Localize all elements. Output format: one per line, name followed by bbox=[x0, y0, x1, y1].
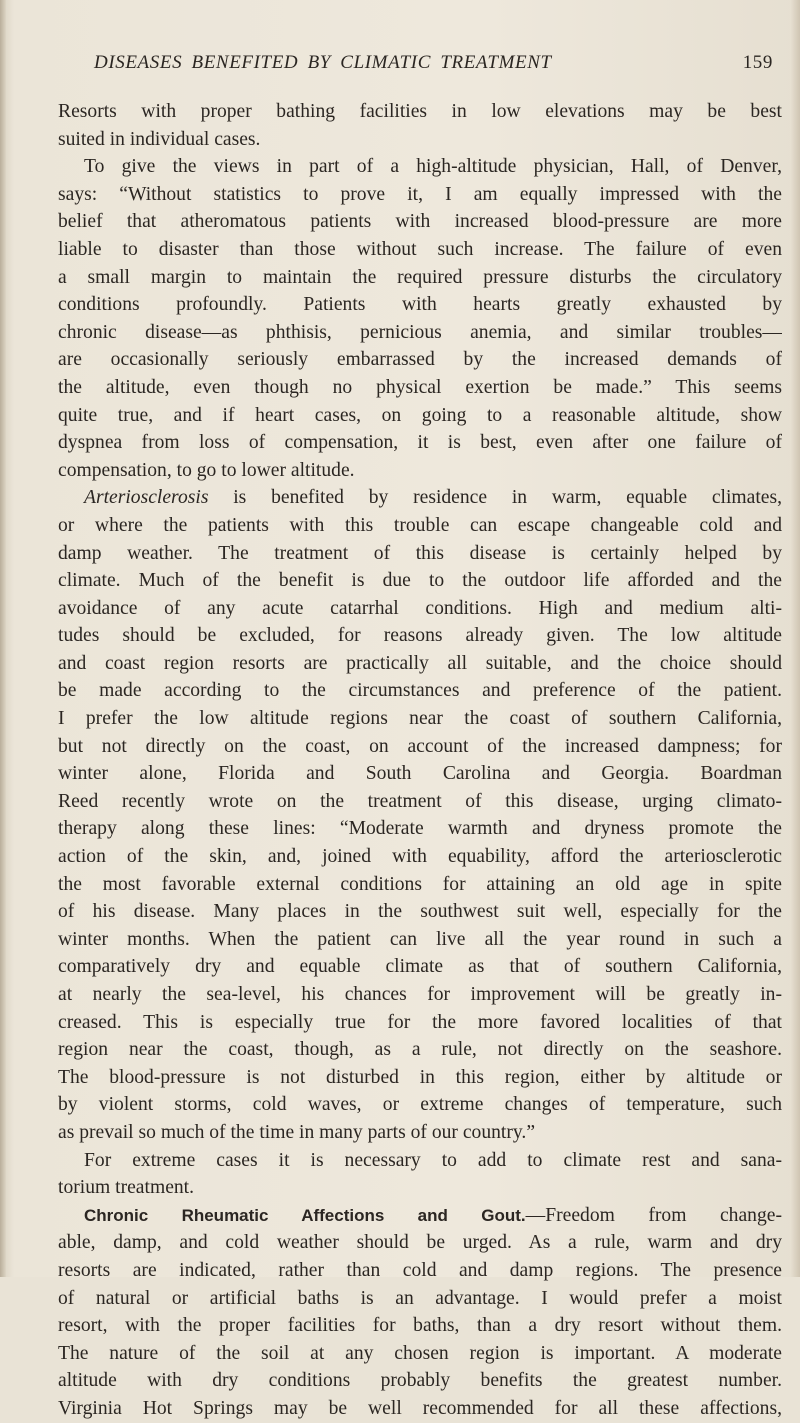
text-line: be made according to the circumstances and preference of the patient. bbox=[58, 680, 782, 702]
section-heading-rheumatic: Chronic Rheumatic Affections and Gout. bbox=[84, 1205, 526, 1225]
text-line: the altitude, even though no physical exertion be made.” This seems bbox=[58, 376, 782, 398]
text-line: at nearly the sea-level, his chances for improvement will be greatly in- bbox=[58, 984, 782, 1005]
text-line: damp weather. The treatment of this disease is certainly helped by bbox=[58, 542, 782, 564]
running-header bbox=[88, 52, 778, 80]
text-line: comparatively dry and equable climate as that of southern California, bbox=[58, 956, 782, 978]
text-line: Virginia Hot Springs may be well recommended for all these affections, bbox=[58, 1397, 782, 1419]
text-line: tudes should be excluded, for reasons already given. The low altitude bbox=[58, 625, 782, 647]
text-line: compensation, to go to lower altitude. bbox=[58, 459, 355, 481]
text-line: quite true, and if heart cases, on going to a reasonable altitude, show bbox=[58, 404, 782, 426]
text-line: says: “Without statistics to prove it, I am equally impressed with the bbox=[58, 183, 782, 205]
page-left-edge bbox=[0, 0, 6, 1277]
text-line: action of the skin, and, joined with equability, afford the arteriosclerotic bbox=[58, 846, 782, 868]
text-line: To give the views in part of a high-altitude physician, Hall, of Denver, bbox=[84, 156, 782, 178]
text-line: the most favorable external conditions for attaining an old age in spite bbox=[58, 873, 782, 895]
text-line: winter alone, Florida and South Carolina and Georgia. Boardman bbox=[58, 763, 782, 785]
text-line: chronic disease—as phthisis, pernicious anemia, and similar troubles— bbox=[58, 321, 782, 343]
running-header-title: DISEASES BENEFITED BY CLIMATIC TREATMENT bbox=[94, 52, 552, 73]
text-line: of his disease. Many places in the southwest suit well, especially for the bbox=[58, 901, 782, 923]
text-line: liable to disaster than those without such increase. The failure of even bbox=[58, 238, 782, 260]
text-line: dyspnea from loss of compensation, it is best, even after one failure of bbox=[58, 432, 782, 454]
text-line: torium treatment. bbox=[58, 1177, 195, 1199]
run-in-arteriosclerosis: Arteriosclerosis bbox=[84, 487, 209, 509]
text-line-with-run-in bbox=[58, 484, 782, 512]
text-line: as prevail so much of the time in many parts of our country.” bbox=[58, 1121, 536, 1143]
body-text bbox=[58, 98, 782, 1423]
text-line: belief that atheromatous patients with increased blood-pressure are more bbox=[58, 211, 782, 233]
text-line: creased. This is especially true for the more favored localities of that bbox=[58, 1011, 782, 1033]
text-line: For extreme cases it is necessary to add to climate rest and sana- bbox=[84, 1149, 782, 1171]
text-line: resorts are indicated, rather than cold and damp regions. The presence bbox=[58, 1259, 782, 1281]
page-right-edge bbox=[790, 0, 800, 1277]
text-line: altitude with dry conditions probably benefits the greatest number. bbox=[58, 1370, 782, 1392]
text-line: winter months. When the patient can live all the year round in such a bbox=[58, 928, 782, 950]
text-line: a small margin to maintain the required pressure disturbs the circulatory bbox=[58, 266, 782, 288]
text-line: The nature of the soil at any chosen region is important. A moderate bbox=[58, 1342, 782, 1364]
text-line-with-heading bbox=[58, 1202, 782, 1230]
text-line: or where the patients with this trouble can escape changeable cold and bbox=[58, 514, 782, 536]
text-line: and coast region resorts are practically all suitable, and the choice should bbox=[58, 652, 782, 674]
text-line: of natural or artificial baths is an advantage. I would prefer a moist bbox=[58, 1287, 782, 1309]
text-line: therapy along these lines: “Moderate warmth and dryness promote the bbox=[58, 818, 782, 840]
text-line: but not directly on the coast, on account of the increased dampness; for bbox=[58, 735, 782, 757]
text-line: climate. Much of the benefit is due to the outdoor life afforded and the bbox=[58, 570, 782, 592]
text-line: The blood-pressure is not disturbed in this region, either by altitude or bbox=[58, 1066, 782, 1088]
text-line: resort, with the proper facilities for baths, than a dry resort without them. bbox=[58, 1315, 782, 1337]
text-line: are occasionally seriously embarrassed by the increased demands of bbox=[58, 349, 782, 371]
text-line: conditions profoundly. Patients with hearts greatly exhausted by bbox=[58, 294, 782, 316]
text-fragment: is benefited by residence in warm, equable climates, bbox=[233, 487, 782, 509]
text-line: I prefer the low altitude regions near the coast of southern California, bbox=[58, 708, 782, 730]
page-number: 159 bbox=[742, 52, 773, 73]
text-line: suited in individual cases. bbox=[58, 128, 261, 150]
text-line: Reed recently wrote on the treatment of this disease, urging climato- bbox=[58, 790, 782, 812]
text-line: by violent storms, cold waves, or extreme changes of temperature, such bbox=[58, 1094, 782, 1116]
text-line: region near the coast, though, as a rule, not directly on the seashore. bbox=[58, 1039, 782, 1061]
text-line: able, damp, and cold weather should be urged. As a rule, warm and dry bbox=[58, 1232, 782, 1254]
text-line: avoidance of any acute catarrhal conditions. High and medium alti- bbox=[58, 597, 782, 619]
text-fragment: —Freedom from change- bbox=[525, 1204, 782, 1226]
text-line: Resorts with proper bathing facilities in low elevations may be best bbox=[58, 101, 782, 122]
